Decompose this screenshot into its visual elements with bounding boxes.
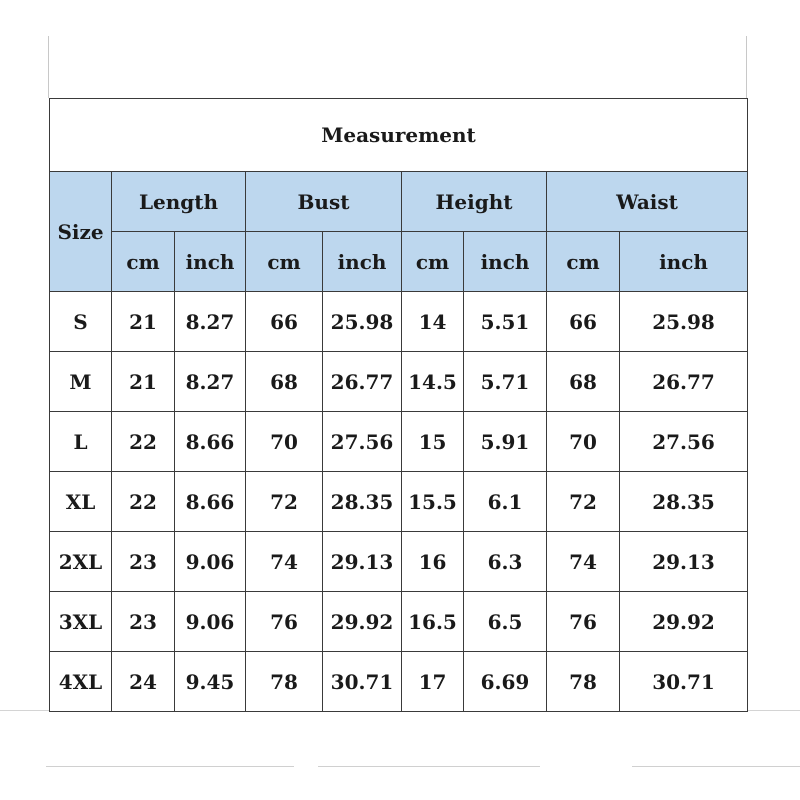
table-cell: 72	[246, 472, 323, 532]
scan-line-segment	[632, 766, 800, 767]
size-cell: 3XL	[50, 592, 112, 652]
table-cell: 30.71	[323, 652, 402, 712]
table-cell: 15	[402, 412, 464, 472]
group-header-bust: Bust	[246, 172, 402, 232]
table-cell: 14.5	[402, 352, 464, 412]
size-cell: S	[50, 292, 112, 352]
table-cell: 22	[112, 412, 175, 472]
table-cell: 22	[112, 472, 175, 532]
table-cell: 70	[246, 412, 323, 472]
table-cell: 9.45	[175, 652, 246, 712]
table-cell: 9.06	[175, 592, 246, 652]
table-cell: 26.77	[323, 352, 402, 412]
table-cell: 28.35	[620, 472, 748, 532]
table-cell: 14	[402, 292, 464, 352]
table-cell: 66	[547, 292, 620, 352]
table-cell: 68	[547, 352, 620, 412]
table-cell: 29.13	[323, 532, 402, 592]
table-cell: 29.13	[620, 532, 748, 592]
table-row	[50, 472, 748, 532]
unit-header: inch	[464, 232, 547, 292]
table-cell: 72	[547, 472, 620, 532]
scan-line-right	[746, 36, 747, 98]
table-cell: 66	[246, 292, 323, 352]
table-cell: 16.5	[402, 592, 464, 652]
table-cell: 27.56	[620, 412, 748, 472]
table-cell: 68	[246, 352, 323, 412]
table-cell: 8.27	[175, 292, 246, 352]
table-cell: 5.51	[464, 292, 547, 352]
unit-header: cm	[112, 232, 175, 292]
table-cell: 30.71	[620, 652, 748, 712]
table-cell: 8.66	[175, 412, 246, 472]
title-row	[50, 99, 748, 172]
table-cell: 29.92	[323, 592, 402, 652]
table-cell: 8.66	[175, 472, 246, 532]
table-title: Measurement	[50, 99, 748, 172]
scan-line-left	[48, 36, 49, 98]
table-row	[50, 292, 748, 352]
table-cell: 21	[112, 292, 175, 352]
table-cell: 76	[547, 592, 620, 652]
unit-header: cm	[246, 232, 323, 292]
table-cell: 5.91	[464, 412, 547, 472]
table-row	[50, 532, 748, 592]
size-chart-table	[49, 98, 748, 712]
table-cell: 78	[246, 652, 323, 712]
unit-header-row	[50, 232, 748, 292]
table-cell: 28.35	[323, 472, 402, 532]
table-row	[50, 412, 748, 472]
table-row	[50, 352, 748, 412]
table-cell: 74	[246, 532, 323, 592]
scan-line-segment	[46, 766, 294, 767]
size-cell: 4XL	[50, 652, 112, 712]
size-cell: L	[50, 412, 112, 472]
group-header-height: Height	[402, 172, 547, 232]
table-cell: 6.5	[464, 592, 547, 652]
table-cell: 70	[547, 412, 620, 472]
table-cell: 23	[112, 532, 175, 592]
table-cell: 74	[547, 532, 620, 592]
table-cell: 5.71	[464, 352, 547, 412]
unit-header: inch	[620, 232, 748, 292]
unit-header: cm	[547, 232, 620, 292]
table-cell: 76	[246, 592, 323, 652]
table-cell: 21	[112, 352, 175, 412]
unit-header: inch	[323, 232, 402, 292]
table-cell: 23	[112, 592, 175, 652]
table-cell: 17	[402, 652, 464, 712]
size-cell: M	[50, 352, 112, 412]
table-cell: 6.3	[464, 532, 547, 592]
table-cell: 6.69	[464, 652, 547, 712]
table-cell: 16	[402, 532, 464, 592]
group-header-waist: Waist	[547, 172, 748, 232]
table-row	[50, 592, 748, 652]
table-cell: 6.1	[464, 472, 547, 532]
table-row	[50, 652, 748, 712]
size-cell: 2XL	[50, 532, 112, 592]
unit-header: cm	[402, 232, 464, 292]
group-header-row	[50, 172, 748, 232]
scan-line-segment	[318, 766, 540, 767]
size-header: Size	[50, 172, 112, 292]
group-header-length: Length	[112, 172, 246, 232]
table-cell: 27.56	[323, 412, 402, 472]
table-cell: 9.06	[175, 532, 246, 592]
table-cell: 15.5	[402, 472, 464, 532]
table-cell: 25.98	[323, 292, 402, 352]
table-cell: 8.27	[175, 352, 246, 412]
size-cell: XL	[50, 472, 112, 532]
table-cell: 26.77	[620, 352, 748, 412]
table-cell: 78	[547, 652, 620, 712]
unit-header: inch	[175, 232, 246, 292]
table-cell: 25.98	[620, 292, 748, 352]
table-cell: 29.92	[620, 592, 748, 652]
table-cell: 24	[112, 652, 175, 712]
